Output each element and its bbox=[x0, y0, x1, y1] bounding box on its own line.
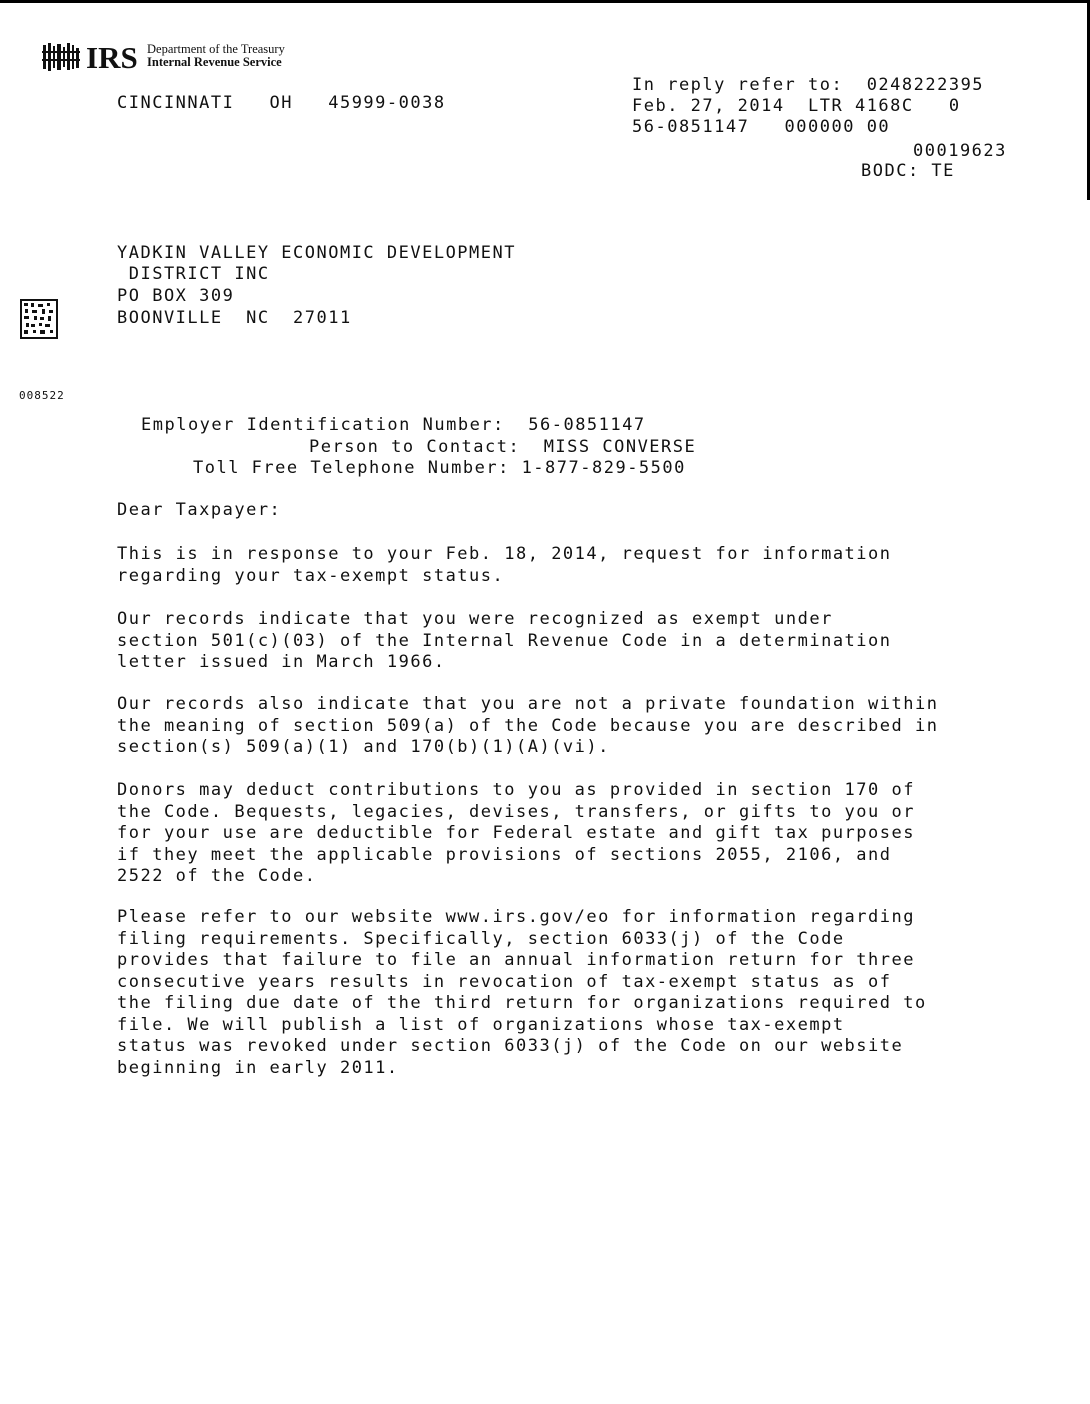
salutation: Dear Taxpayer: bbox=[117, 500, 282, 520]
office-address: CINCINNATI OH 45999-0038 bbox=[117, 93, 446, 113]
ein-row: Employer Identification Number: 56-0851147 bbox=[141, 415, 646, 435]
bodc-code: BODC: TE bbox=[861, 161, 955, 181]
recipient-line-3: PO BOX 309 bbox=[117, 286, 235, 306]
body-paragraph-3: Our records also indicate that you are not a private foundation within the meaning of section 509(a) of the Code because you are described in section(s) 509(a)(1) and 170(b)(1)(A)(vi). bbox=[117, 694, 939, 757]
recipient-line-4: BOONVILLE NC 27011 bbox=[117, 308, 352, 328]
phone-row: Toll Free Telephone Number: 1-877-829-5500 bbox=[193, 458, 686, 478]
body-paragraph-1: This is in response to your Feb. 18, 2014, request for information regarding your tax-exempt status. bbox=[117, 544, 892, 586]
body-paragraph-5: Please refer to our website www.irs.gov/eo for information regarding filing requirements. Specifically, section 6033(j) of the Code provides that failure to file an annual information return for three consecutive years results in revocation of tax-exempt status as of the filing due date of the third return for organizations required to file. We will publish a list of organizations whose tax-exempt status was revoked under section 6033(j) of the Code on our website beginning in early 2011. bbox=[117, 907, 927, 1078]
reference-ein: 56-0851147 000000 00 bbox=[632, 117, 891, 137]
reference-sequence: 00019623 bbox=[913, 141, 1007, 161]
body-paragraph-4: Donors may deduct contributions to you as provided in section 170 of the Code. Bequests, legacies, devises, transfers, or gifts to you or for your use are deductible for Federal estate and gift tax purposes if they meet the applicable provisions of sections 2055, 2106, and 2522 of the Code. bbox=[117, 780, 915, 886]
recipient-line-1: YADKIN VALLEY ECONOMIC DEVELOPMENT bbox=[117, 243, 516, 263]
department-name bbox=[147, 43, 285, 69]
qr-code-icon bbox=[20, 299, 58, 339]
reply-reference: In reply refer to: 0248222395 bbox=[632, 75, 985, 95]
irs-wordmark: IRS bbox=[86, 40, 138, 75]
body-paragraph-2: Our records indicate that you were recognized as exempt under section 501(c)(03) of the Internal Revenue Code in a determination letter issued in March 1966. bbox=[117, 609, 892, 672]
eagle-icon bbox=[42, 43, 80, 71]
letter-date: Feb. 27, 2014 LTR 4168C 0 bbox=[632, 96, 961, 116]
page-sequence-number: 008522 bbox=[19, 389, 65, 402]
department-line-1: Department of the Treasury bbox=[147, 42, 285, 56]
scan-top-border bbox=[0, 0, 1090, 3]
contact-person-row: Person to Contact: MISS CONVERSE bbox=[309, 437, 697, 457]
department-line-2: Internal Revenue Service bbox=[147, 55, 282, 69]
recipient-line-2: DISTRICT INC bbox=[117, 264, 270, 284]
